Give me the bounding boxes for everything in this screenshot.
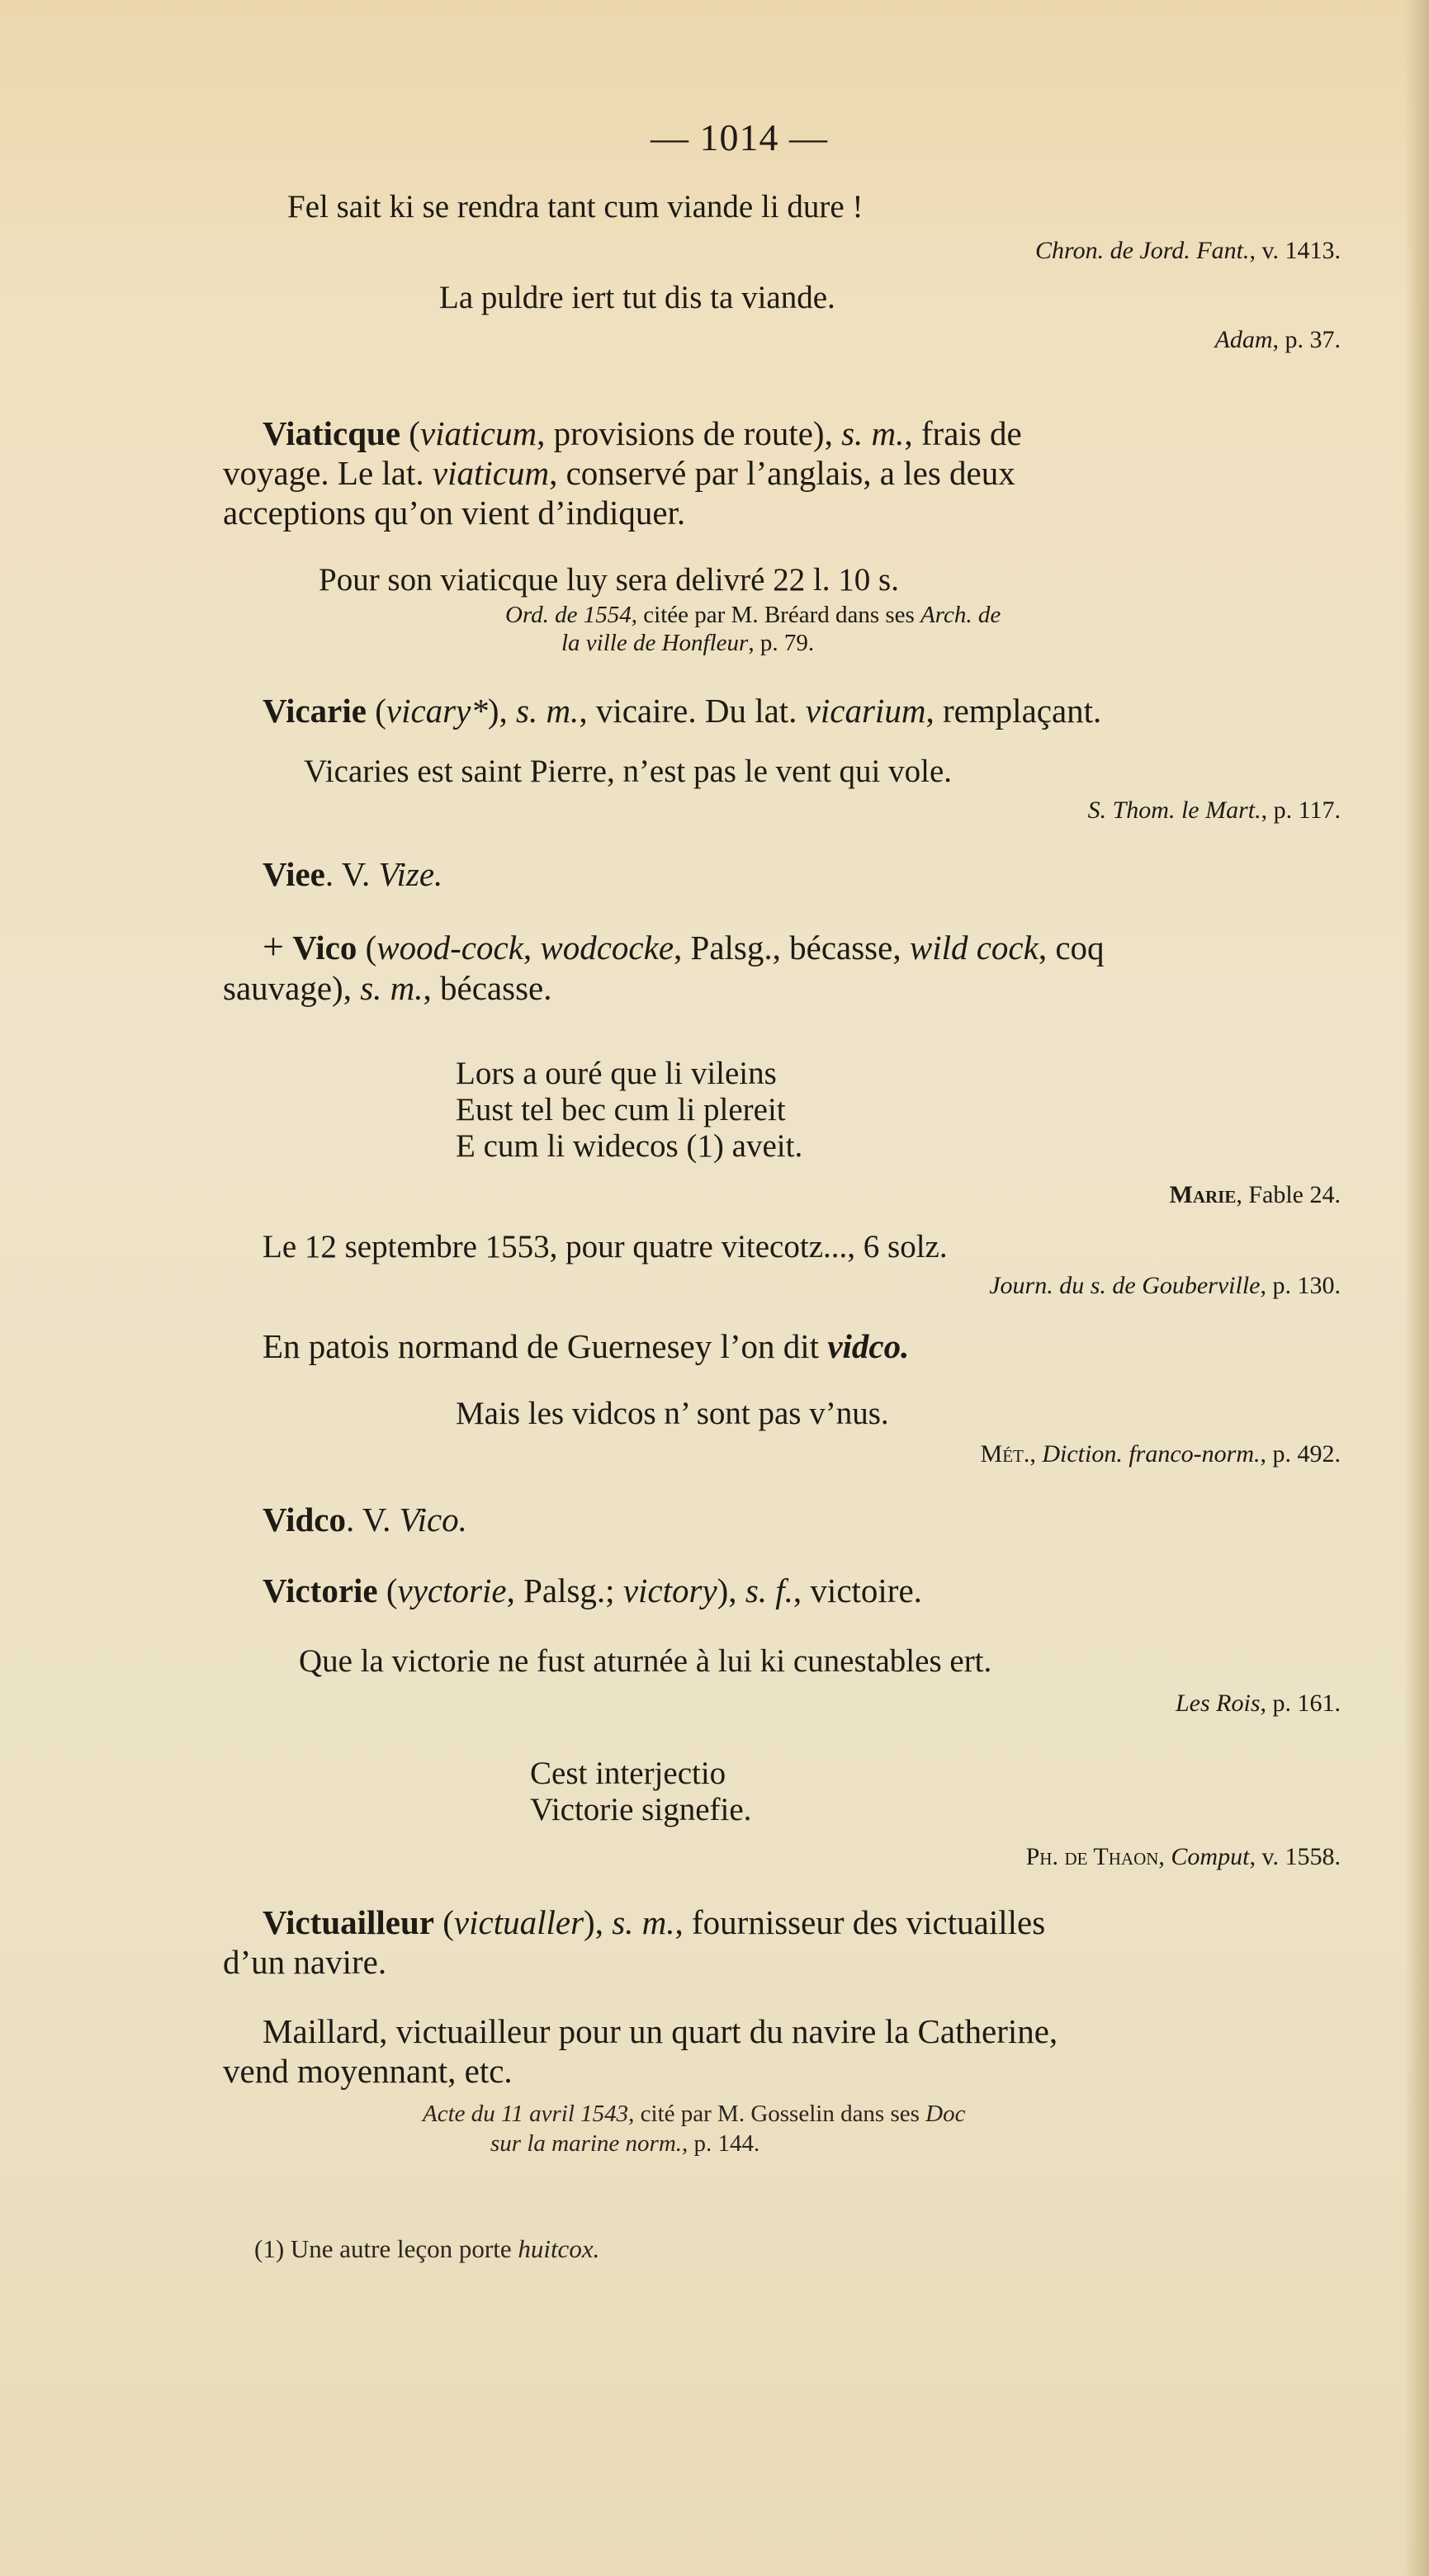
etymon: wodcocke [540,929,674,967]
citation [561,629,814,657]
entry-vico-line-2 [223,969,551,1007]
citation-title: Arch. de [920,602,1001,628]
quote-line: Pour son viaticque luy sera delivré 22 l. 10 s. [319,562,899,598]
verse-line: Lors a ouré que li vileins [456,1056,777,1091]
citation [1035,236,1341,266]
citation-title: Diction. franco-norm. [1042,1440,1261,1468]
citation-title: Comput [1171,1843,1250,1870]
variant: vidco. [827,1327,910,1365]
citation-ref: , p. 117. [1261,796,1341,824]
citation [490,2129,759,2158]
text: ), [717,1572,745,1609]
footnote-text: (1) Une autre leçon porte [254,2234,518,2263]
text: , bécasse. [423,969,552,1007]
text: , [1158,1843,1171,1870]
headword: Vicarie [263,692,367,730]
citation-title: la ville de Honfleur [561,630,749,656]
text: . V. [324,855,379,893]
etymon: victory [622,1572,717,1609]
page-edge [1404,0,1429,2576]
quote-line: Que la victorie ne fust aturnée à lui ki cunestables ert. [299,1643,992,1679]
grammar: s. f. [745,1572,793,1609]
etymon: vyctorie [397,1572,507,1609]
text: , coq [1038,929,1105,967]
text: , vicaire. Du lat. [579,692,806,730]
entry-vicarie-line-1 [263,692,1101,730]
text-line: Maillard, victuailleur pour un quart du navire la Catherine, [263,2012,1058,2050]
quote-line: Le 12 septembre 1553, pour quatre vitecotz..., 6 solz. [263,1229,948,1264]
text: ( [409,414,420,452]
text: ( [357,929,377,967]
citation-title: sur la marine norm. [490,2130,683,2157]
text: ), [584,1903,613,1941]
headword: Vico [292,929,357,967]
verse-line: Eust tel bec cum li plereit [456,1092,786,1127]
text: ( [377,1572,398,1609]
text: , victoire. [793,1572,922,1609]
citation-title: Adam [1214,326,1273,353]
citation [505,601,1001,629]
grammar: s. m. [360,969,423,1007]
text: En patois normand de Guernesey l’on dit [263,1327,828,1365]
text: , Palsg.; [506,1572,623,1609]
citation-author: Marie [1169,1181,1237,1208]
etymon: vicary* [386,692,488,730]
entry-viaticque-line-2 [223,454,1015,492]
entry-viaticque-line-3: acceptions qu’on vient d’indiquer. [223,494,686,532]
quote-line: La puldre iert tut dis ta viande. [439,280,835,315]
citation-ref: , citée par M. Bréard dans ses [631,602,921,628]
verse-line: Victorie signefie. [530,1792,752,1827]
entry-victuailleur-line-1 [263,1903,1045,1941]
citation-ref: , p. 37. [1272,326,1341,353]
entry-victorie-line-1 [263,1572,922,1609]
citation [989,1271,1341,1301]
text: voyage. Le lat. [223,454,433,492]
text: , [523,929,541,967]
citation-author: Ph. de Thaon [1025,1843,1159,1870]
citation-title: Chron. de Jord. Fant. [1035,237,1250,264]
citation-title: Les Rois [1175,1690,1261,1717]
text: ( [434,1903,454,1941]
cross-reference: Vize. [378,855,443,893]
citation-ref: , v. 1413. [1249,237,1341,264]
quote-line: Vicaries est saint Pierre, n’est pas le vent qui vole. [304,754,953,789]
cross-reference: Vico. [399,1501,467,1539]
citation-title: Acte du 11 avril 1543 [423,2101,629,2127]
quote-line: Fel sait ki se rendra tant cum viande li dure ! [287,189,864,225]
text: , Palsg., bécasse, [674,929,910,967]
grammar: s. m. [515,692,580,730]
citation-ref: , v. 1558. [1249,1843,1341,1870]
citation-ref: , p. 144. [682,2130,760,2157]
headword: Viaticque [263,414,401,452]
citation [1088,796,1341,825]
text: , fournisseur des victuailles [674,1903,1046,1941]
text-line: vend moyennant, etc. [223,2052,513,2090]
citation-ref: , p. 161. [1260,1690,1341,1717]
citation-ref: , Fable 24. [1236,1181,1341,1208]
citation [1215,325,1341,355]
entry-vidco [263,1501,467,1539]
citation [1176,1689,1341,1718]
entry-victuailleur-line-2: d’un navire. [223,1943,387,1981]
etymon: viaticum [432,454,550,492]
citation [1026,1842,1341,1872]
text: , conservé par l’anglais, a les deux [549,454,1015,492]
citation [981,1439,1341,1469]
text: ( [366,692,386,730]
text: ), [487,692,516,730]
etymon: wild cock [909,929,1039,967]
text: , provisions de route), [537,414,842,452]
verse-line: Cest interjectio [530,1756,726,1791]
text: sauvage), [223,969,361,1007]
entry-viaticque-line-1 [263,414,1022,452]
citation-author: Mét. [980,1440,1030,1468]
verse-line: E cum li widecos (1) aveit. [456,1128,803,1164]
citation [1170,1180,1341,1210]
text: , frais de [904,414,1022,452]
etymon: wood-cock [376,929,523,967]
headword: Viee [263,855,325,893]
headword: Vidco [263,1501,346,1539]
etymon: vicarium [805,692,926,730]
headword: Victuailleur [263,1903,435,1941]
citation [423,2100,966,2128]
text: , [1029,1440,1043,1468]
etymon: victualler [453,1903,584,1941]
citation-ref: , p. 130. [1260,1272,1341,1299]
cross-mark-icon: + [263,925,284,967]
citation-title: Doc [925,2101,966,2127]
footnote [254,2230,599,2268]
citation-title: S. Thom. le Mart. [1087,796,1261,824]
grammar: s. m. [612,1903,675,1941]
page-number: — 1014 — [651,116,828,158]
text: , remplaçant. [925,692,1102,730]
footnote-variant: huitcox. [518,2234,600,2263]
grammar: s. m. [841,414,905,452]
text-line [263,1327,909,1365]
citation-ref: , p. 79. [748,630,815,656]
citation-ref: , cité par M. Gosselin dans ses [628,2101,926,2127]
citation-title: Journ. du s. de Gouberville [989,1272,1261,1299]
citation-ref: , p. 492. [1260,1440,1341,1468]
headword: Victorie [263,1572,378,1609]
entry-viee [263,855,442,893]
citation-title: Ord. de 1554 [505,602,632,628]
etymon: viaticum [419,414,537,452]
text: . V. [345,1501,400,1539]
entry-vico-line-1 [263,925,1105,967]
quote-line: Mais les vidcos n’ sont pas v’nus. [456,1396,889,1431]
